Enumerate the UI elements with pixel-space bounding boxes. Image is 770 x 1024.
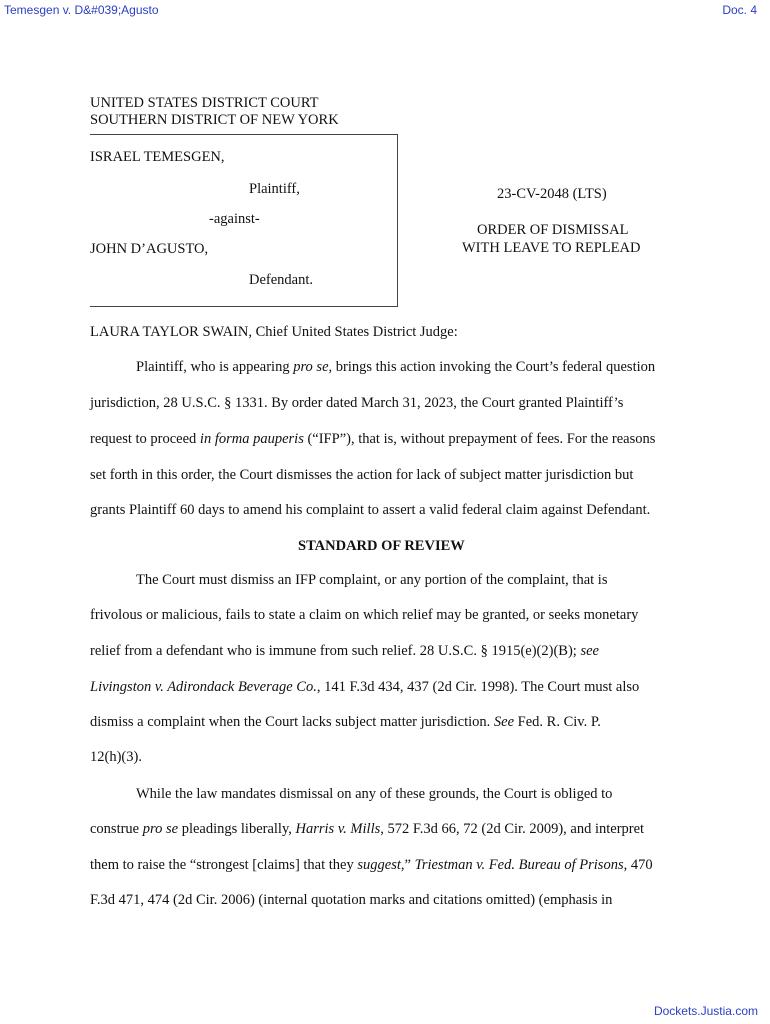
text-run: them to raise the “strongest [claims] that they (90, 857, 358, 873)
text-run: , brings this action invoking the Court’s federal question (328, 359, 656, 375)
case-citation: Triestman v. Fed. Bureau of Prisons (414, 857, 624, 873)
court-name-line1: UNITED STATES DISTRICT COURT (90, 95, 319, 111)
paragraph-line: F.3d 471, 474 (2d Cir. 2006) (internal quotation marks and citations omitted) (emphasis in (90, 892, 613, 908)
text-run: ,” (400, 857, 415, 873)
justia-dockets-link[interactable]: Dockets.Justia.com (653, 1004, 758, 1018)
italic-term: see (580, 643, 599, 659)
italic-term: See (493, 714, 515, 730)
court-name-line2: SOUTHERN DISTRICT OF NEW YORK (90, 112, 339, 128)
paragraph-line: set forth in this order, the Court dismisses the action for lack of subject matter jurisdiction but (90, 467, 634, 483)
text-run: dismiss a complaint when the Court lacks subject matter jurisdiction. (90, 714, 494, 730)
text-run: relief from a defendant who is immune from such relief. 28 U.S.C. § 1915(e)(2)(B); (90, 643, 581, 659)
order-title-line1: ORDER OF DISMISSAL (477, 222, 629, 238)
italic-term: pro se (293, 359, 329, 375)
document-number-link[interactable]: Doc. 4 (722, 3, 757, 17)
paragraph-line (90, 714, 601, 731)
defendant-name: JOHN D’AGUSTO, (90, 241, 209, 257)
paragraph-line: While the law mandates dismissal on any of these grounds, the Court is obliged to (136, 786, 613, 802)
case-number: 23-CV-2048 (LTS) (497, 186, 607, 202)
paragraph-line: 12(h)(3). (90, 749, 142, 765)
plaintiff-name: ISRAEL TEMESGEN, (90, 149, 225, 165)
case-title-link[interactable]: Temesgen v. D&#039;Agusto (4, 3, 159, 17)
paragraph-line (90, 643, 599, 660)
paragraph-line (90, 821, 644, 838)
paragraph-line (90, 431, 655, 448)
case-citation: Harris v. Mills (295, 821, 381, 837)
defendant-role: Defendant. (249, 272, 314, 288)
text-run: construe (90, 821, 143, 837)
text-run: , 141 F.3d 434, 437 (2d Cir. 1998). The Court must also (316, 679, 640, 695)
section-heading: STANDARD OF REVIEW (298, 538, 465, 554)
paragraph-line: jurisdiction, 28 U.S.C. § 1331. By order dated March 31, 2023, the Court granted Plaintiff’s (90, 395, 624, 411)
against-label: -against- (209, 211, 260, 227)
text-run: pleadings liberally, (178, 821, 296, 837)
text-run: , 572 F.3d 66, 72 (2d Cir. 2009), and interpret (380, 821, 645, 837)
text-run: (“IFP”), that is, without prepayment of fees. For the reasons (303, 431, 656, 447)
order-title-line2: WITH LEAVE TO REPLEAD (462, 240, 641, 256)
paragraph-line: The Court must dismiss an IFP complaint, or any portion of the complaint, that is (136, 572, 608, 588)
text-run: , 470 (623, 857, 653, 873)
paragraph-line (90, 857, 653, 874)
plaintiff-role: Plaintiff, (249, 181, 300, 197)
text-run: Fed. R. Civ. P. (514, 714, 601, 730)
italic-term: pro se (142, 821, 179, 837)
paragraph-line (90, 679, 639, 696)
text-run: Plaintiff, who is appearing (136, 359, 294, 375)
paragraph-line: grants Plaintiff 60 days to amend his complaint to assert a valid federal claim against Defendant. (90, 502, 651, 518)
paragraph-line (136, 359, 655, 376)
italic-term: suggest (357, 857, 401, 873)
text-run: request to proceed (90, 431, 200, 447)
judge-line: LAURA TAYLOR SWAIN, Chief United States District Judge: (90, 324, 458, 340)
paragraph-line: frivolous or malicious, fails to state a claim on which relief may be granted, or seeks monetary (90, 607, 639, 623)
italic-term: in forma pauperis (199, 431, 304, 447)
case-citation: Livingston v. Adirondack Beverage Co. (90, 679, 317, 695)
